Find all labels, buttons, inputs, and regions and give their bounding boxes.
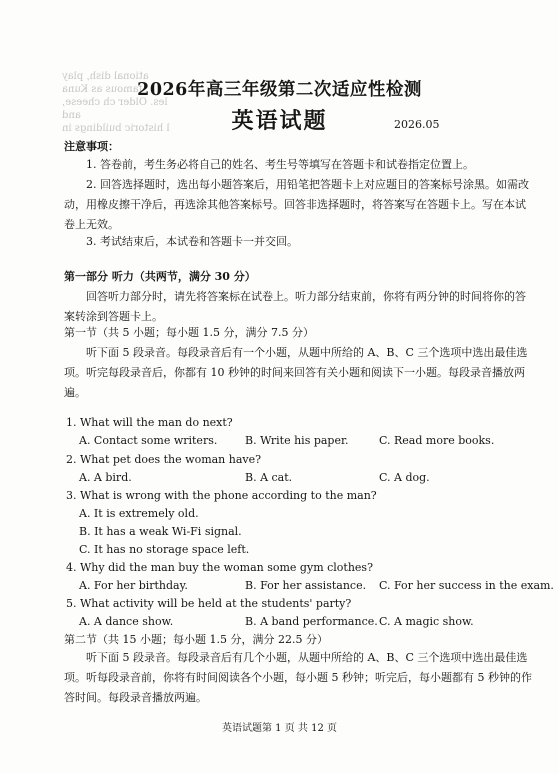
question-3-stem: 3. What is wrong with the phone according to the man? bbox=[66, 489, 377, 502]
question-1-option-a: A. Contact some writers. bbox=[79, 434, 218, 447]
question-1-option-c: C. Read more books. bbox=[379, 434, 495, 447]
question-5-stem: 5. What activity will be held at the students' party? bbox=[66, 597, 352, 610]
exam-title: 2026年高三年级第二次适应性检测 bbox=[137, 80, 422, 100]
notice-heading: 注意事项： bbox=[64, 140, 119, 153]
notice-item-2: 2. 回答选择题时，选出每小题答案后，用铅笔把答题卡上对应题目的答案标号涂黑。如需改动，用橡皮擦干净后，再选涂其他答案标号。回答非选择题时，将答案写在答题卡上。写在本试卷上无效。 bbox=[64, 178, 529, 231]
section1-heading: 第一节（共 5 小题；每小题 1.5 分，满分 7.5 分） bbox=[64, 326, 314, 339]
subject-title: 英语试题 bbox=[231, 108, 328, 134]
part1-intro: 回答听力部分时，请先将答案标在试卷上。听力部分结束前，你将有两分钟的时间将你的答案转涂到答题卡上。 bbox=[64, 290, 526, 323]
question-4-option-c: C. For her success in the exam. bbox=[379, 579, 554, 592]
page-footer: 英语试题第 1 页 共 12 页 bbox=[222, 723, 337, 734]
question-3-option-b: B. It has a weak Wi-Fi signal. bbox=[79, 525, 242, 538]
section1-intro: 听下面 5 段录音。每段录音后有一个小题，从题中所给的 A、B、C 三个选项中选出最佳选项。听完每段录音后，你都有 10 秒钟的时间来回答有关小题和阅读下一小题。每段录音播放两遍。 bbox=[64, 346, 528, 399]
question-4-option-a: A. For her birthday. bbox=[79, 579, 188, 592]
bleed-line: famous as Kuna bbox=[62, 84, 143, 95]
question-1-stem: 1. What will the man do next? bbox=[66, 416, 233, 429]
notice-item-3: 3. 考试结束后，本试卷和答题卡一并交回。 bbox=[86, 235, 298, 248]
bleed-line: les. Older ch cheese, and bbox=[62, 97, 168, 121]
question-5-option-a: A. A dance show. bbox=[79, 615, 174, 628]
question-3-option-a: A. It is extremely old. bbox=[79, 507, 199, 520]
bleed-line: l historic buildings in bbox=[62, 123, 170, 134]
section2-heading: 第二节（共 15 小题；每小题 1.5 分，满分 22.5 分） bbox=[64, 633, 328, 646]
section2-intro: 听下面 5 段录音。每段录音后有几个小题，从题中所给的 A、B、C 三个选项中选出最佳选项。听每段录音前，你将有时间阅读各个小题，每小题 5 秒钟；听完后，每小题都有 5 秒钟的作答时间。每段录音播放两遍。 bbox=[64, 651, 532, 704]
question-4-option-b: B. For her assistance. bbox=[245, 579, 367, 592]
question-4-stem: 4. Why did the man buy the woman some gym clothes? bbox=[66, 561, 373, 574]
exam-date: 2026.05 bbox=[394, 118, 440, 131]
question-5-option-b: B. A band performance. bbox=[245, 615, 378, 628]
question-1-option-b: B. Write his paper. bbox=[245, 434, 349, 447]
bleed-line: ational dish, play bbox=[62, 71, 149, 82]
question-2-option-b: B. A cat. bbox=[245, 471, 293, 484]
question-3-option-c: C. It has no storage space left. bbox=[79, 543, 250, 556]
notice-item-1: 1. 答卷前，考生务必将自己的姓名、考生号等填写在答题卡和试卷指定位置上。 bbox=[86, 158, 474, 171]
question-2-stem: 2. What pet does the woman have? bbox=[66, 453, 262, 466]
question-2-option-c: C. A dog. bbox=[379, 471, 430, 484]
part1-heading: 第一部分 听力（共两节，满分 30 分） bbox=[64, 270, 256, 283]
question-5-option-c: C. A magic show. bbox=[379, 615, 474, 628]
question-2-option-a: A. A bird. bbox=[79, 471, 132, 484]
